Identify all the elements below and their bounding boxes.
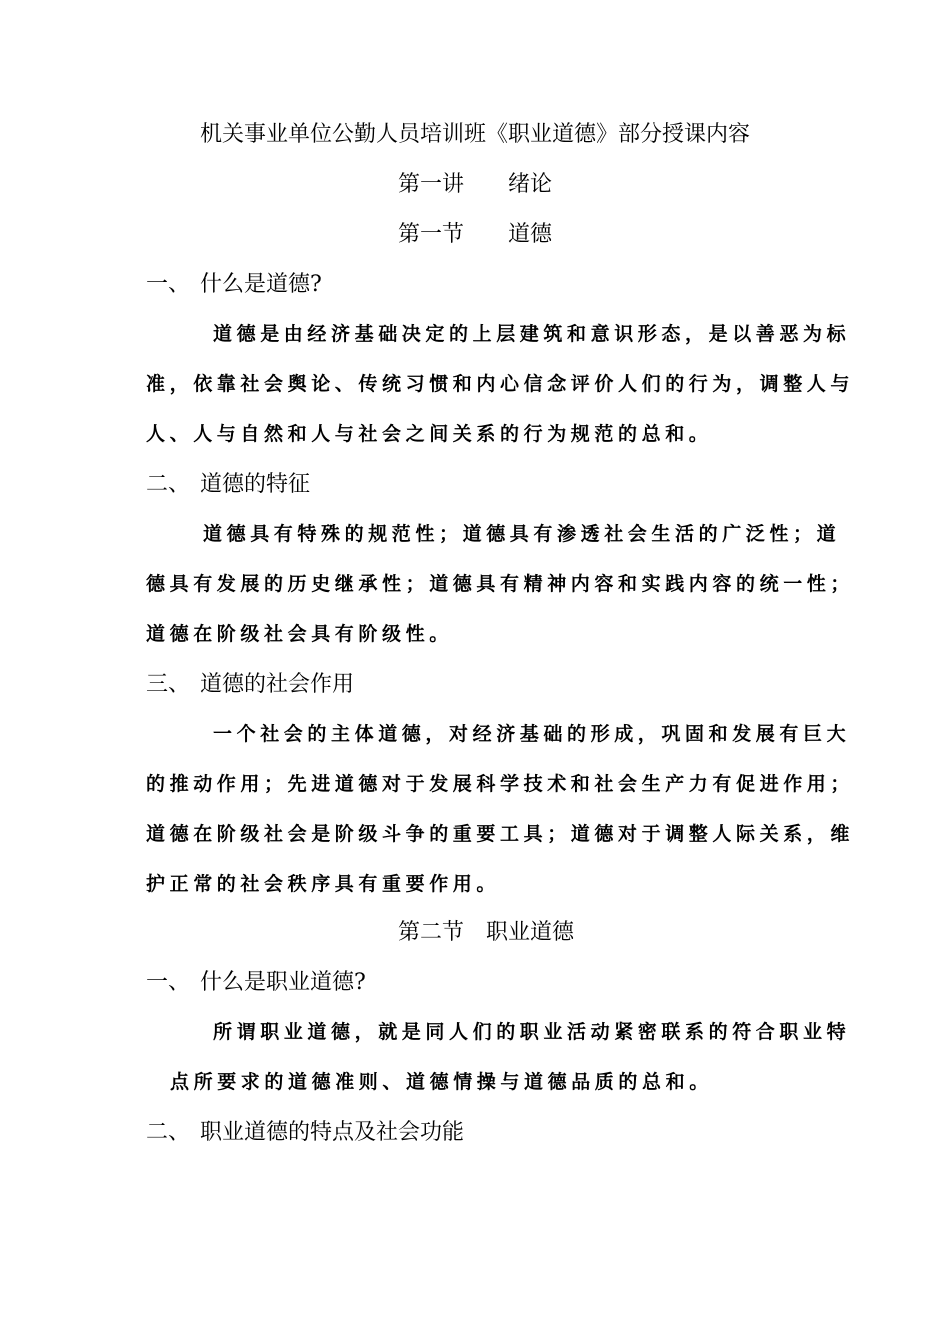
subheading — [146, 1122, 464, 1144]
subheading — [146, 274, 322, 296]
lecture-name: 绪论 — [508, 172, 553, 197]
section-heading — [0, 224, 950, 246]
subheading — [146, 972, 366, 994]
paragraph-line: 人、人与自然和人与社会之间关系的行为规范的总和。 — [146, 423, 713, 445]
paragraph-line: 所谓职业道德，就是同人们的职业活动紧密联系的符合职业特 — [213, 1021, 851, 1043]
paragraph-line: 准，依靠社会舆论、传统习惯和内心信念评价人们的行为，调整人与 — [146, 373, 855, 395]
document-title: 机关事业单位公勤人员培训班《职业道德》部分授课内容 — [199, 122, 750, 147]
paragraph-line: 点所要求的道德准则、道德情操与道德品质的总和。 — [170, 1071, 713, 1093]
paragraph-line: 道德在阶级社会具有阶级性。 — [146, 623, 453, 645]
subheading-number: 二、 — [146, 472, 191, 497]
section-name: 道德 — [508, 222, 553, 247]
section-heading — [0, 922, 950, 944]
subheading-text: 什么是道德? — [200, 272, 322, 297]
section-number: 第二节 — [397, 920, 464, 945]
subheading-number: 一、 — [146, 272, 191, 297]
paragraph-line: 的推动作用；先进道德对于发展科学技术和社会生产力有促进作用； — [146, 773, 855, 795]
subheading-number: 一、 — [146, 970, 191, 995]
lecture-heading — [0, 174, 950, 196]
subheading-text: 道德的社会作用 — [200, 672, 355, 697]
section-number: 第一节 — [397, 222, 464, 247]
subheading-number: 三、 — [146, 672, 191, 697]
paragraph-line: 道德是由经济基础决定的上层建筑和意识形态，是以善恶为标 — [213, 323, 851, 345]
lecture-number: 第一讲 — [397, 172, 464, 197]
paragraph-line: 道德在阶级社会是阶级斗争的重要工具；道德对于调整人际关系，维 — [146, 823, 855, 845]
paragraph-line: 护正常的社会秩序具有重要作用。 — [146, 873, 501, 895]
subheading — [146, 674, 354, 696]
subheading-number: 二、 — [146, 1120, 191, 1145]
paragraph-line: 德具有发展的历史继承性；道德具有精神内容和实践内容的统一性； — [146, 573, 855, 595]
paragraph-line: 道德具有特殊的规范性；道德具有渗透社会生活的广泛性；道 — [203, 523, 841, 545]
section-name: 职业道德 — [486, 920, 575, 945]
subheading-text: 职业道德的特点及社会功能 — [200, 1120, 465, 1145]
paragraph-line: 一个社会的主体道德，对经济基础的形成，巩固和发展有巨大 — [213, 723, 851, 745]
subheading-text: 什么是职业道德? — [200, 970, 366, 995]
subheading-text: 道德的特征 — [200, 472, 311, 497]
subheading — [146, 474, 310, 496]
